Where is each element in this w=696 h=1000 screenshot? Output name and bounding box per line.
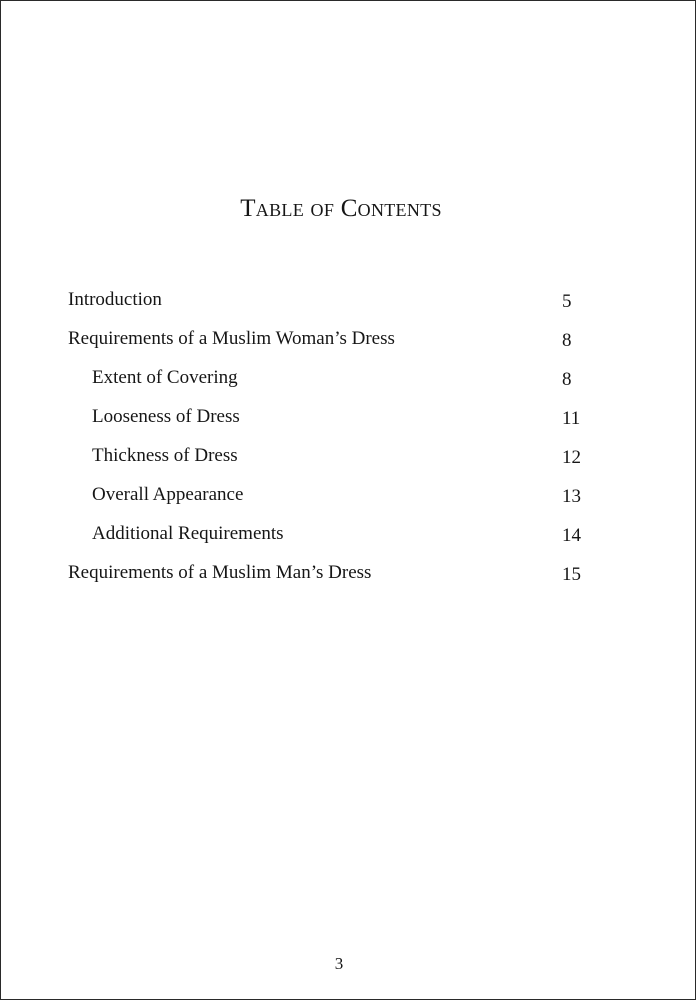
page-title: Table of Contents xyxy=(240,195,442,222)
toc-entry-page: 11 xyxy=(562,408,581,429)
toc-entry-womans-dress xyxy=(1,326,696,365)
toc-entry-title: Requirements of a Muslim Woman’s Dress xyxy=(68,328,395,349)
page-number: 3 xyxy=(334,954,344,973)
toc-entry-page: 15 xyxy=(562,564,581,585)
toc-entry-title: Requirements of a Muslim Man’s Dress xyxy=(68,562,372,583)
toc-entry-title: Introduction xyxy=(68,289,162,310)
toc-entry-title: Overall Appearance xyxy=(92,484,244,505)
toc-entry-title: Looseness of Dress xyxy=(92,406,240,427)
toc-entry-page: 8 xyxy=(562,330,572,351)
toc-entry-title: Additional Requirements xyxy=(92,523,284,544)
table-of-contents xyxy=(1,287,696,599)
toc-entry-title: Extent of Covering xyxy=(92,367,238,388)
toc-entry-introduction xyxy=(1,287,696,326)
toc-entry-page: 5 xyxy=(562,291,572,312)
toc-entry-page: 14 xyxy=(562,525,581,546)
toc-entry-additional-requirements xyxy=(1,521,696,560)
toc-entry-page: 8 xyxy=(562,369,572,390)
toc-entry-page: 12 xyxy=(562,447,581,468)
toc-entry-mans-dress xyxy=(1,560,696,599)
toc-entry-looseness-of-dress xyxy=(1,404,696,443)
toc-entry-page: 13 xyxy=(562,486,581,507)
toc-entry-extent-of-covering xyxy=(1,365,696,404)
toc-entry-title: Thickness of Dress xyxy=(92,445,238,466)
toc-entry-overall-appearance xyxy=(1,482,696,521)
toc-entry-thickness-of-dress xyxy=(1,443,696,482)
